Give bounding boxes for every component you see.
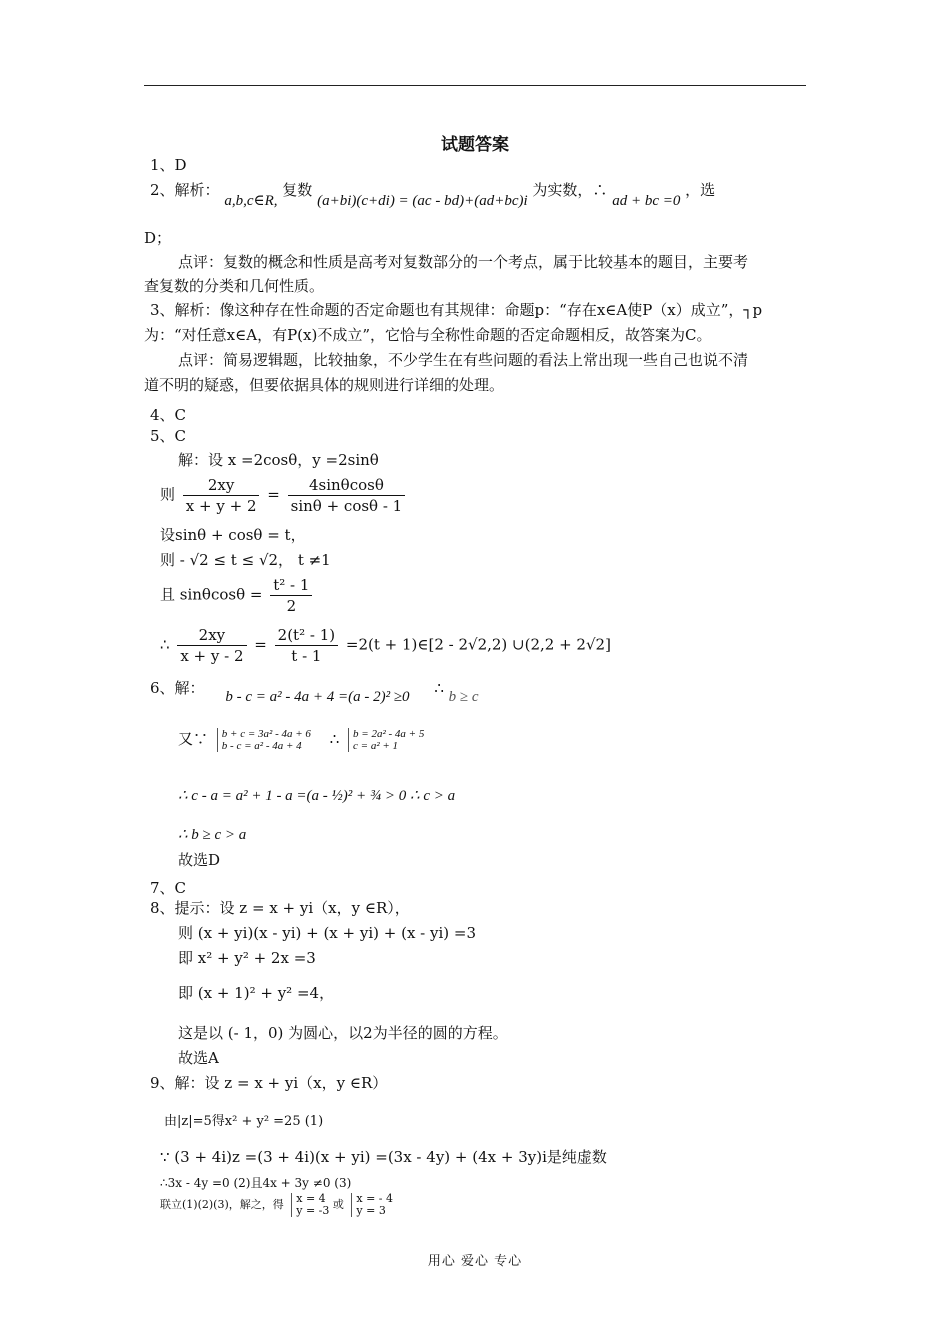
answer-2-label: 2、解析： [150,181,220,199]
equation: y = 3 [356,1204,386,1217]
page-title: 试题答案 [441,135,509,155]
answer-3-cont: 为：“对任意x∈A，有P(x)不成立”，它恰与全称性命题的否定命题相反，故答案为C。 [144,326,712,344]
answer-9-modulus: 由|z|=5得x² + y² =25 (1) [164,1114,324,1129]
answer-8: 8、提示：设 z = x + yi（x，y ∈R）， [150,899,410,917]
or-label: 或 [332,1198,344,1211]
solution-system [291,1193,329,1217]
equation: c = a² + 1 [353,740,399,752]
therefore-symbol: ∴ [434,679,444,697]
page-footer: 用心 爱心 专心 [427,1254,523,1269]
equation: b + c = 3a² - 4a + 6 [221,728,311,740]
equals: = [267,485,280,504]
answer-8-choice: 故选A [178,1049,219,1067]
answer-2-word: 复数 [282,181,313,199]
answer-9-solution [160,1193,393,1217]
fraction [275,625,338,666]
therefore-symbol: ∴ [329,730,340,748]
answer-5-sub: 设sinθ + cosθ = t， [160,526,306,544]
fraction [270,575,312,616]
then-label: 则 [160,485,176,504]
answer-4: 4、C [150,406,187,424]
answer-6-diff: b - c = a² - 4a + 4 =(a - 2)² ≥0 [225,689,410,705]
denominator: x + y - 2 [180,647,244,665]
solution-system [351,1193,393,1217]
equation: y = -3 [296,1204,330,1217]
answer-2-real: 为实数，∴ [532,181,608,199]
product-label: 且 sinθcosθ = [160,585,263,604]
answer-2-choose: ，选 [685,181,716,199]
equation: x = - 4 [356,1192,394,1205]
denominator: x + y + 2 [185,497,257,515]
answer-2-cond: a,b,c∈R, [224,193,278,209]
fraction [183,475,260,516]
header-rule [144,85,806,86]
answer-8-description: 这是以 (- 1，0) 为圆心，以2为半径的圆的方程。 [178,1024,508,1042]
numerator: 4sinθcosθ [288,475,406,496]
numerator: 2(t² - 1) [275,625,338,646]
denominator: 2 [286,597,297,615]
answer-2-result: ad + bc =0 [612,193,681,209]
answer-3: 3、解析：像这种存在性命题的否定命题也有其规律：命题p：“存在x∈A使P（x）成立”，┐p [150,301,763,319]
answer-8-equation: 即 x² + y² + 2x =3 [178,949,316,967]
answer-7: 7、C [150,879,187,897]
equals: = [254,635,267,654]
fraction [177,625,246,666]
equation-system [348,728,424,752]
answer-5-result [160,625,611,666]
answer-9-conditions: ∴3x - 4y =0 (2)且4x + 3y ≠0 (3) [160,1176,352,1190]
answer-1: 1、D [150,156,187,174]
answer-6-system [178,728,424,752]
answer-5-ratio [160,475,408,516]
equation: b - c = a² - 4a + 4 [221,740,302,752]
answer-5-product [160,575,315,616]
denominator: t - 1 [291,647,322,665]
numerator: t² - 1 [270,575,312,596]
equation: b = 2a² - 4a + 5 [353,728,425,740]
answer-3-comment: 点评：简易逻辑题，比较抽象，不少学生在有些问题的看法上常出现一些自己也说不清 [178,351,749,369]
also-label: 又∵ [178,730,209,748]
answer-6 [150,678,479,705]
answer-3-comment-cont: 道不明的疑惑，但要依据具体的规则进行详细的处理。 [144,376,505,394]
answer-2-comment: 点评：复数的概念和性质是高考对复数部分的一个考点，属于比较基本的题目，主要考 [178,253,749,271]
answer-2-comment-cont: 查复数的分类和几何性质。 [144,277,325,295]
answer-2-expr: (a+bi)(c+di) = (ac - bd)+(ad+bc)i [317,193,528,209]
answer-8-product: 则 (x + yi)(x - yi) + (x + yi) + (x - yi) =3 [178,924,477,942]
equation: x = 4 [296,1192,326,1205]
answer-2 [150,180,716,209]
answer-5-let: 解：设 x =2cosθ，y =2sinθ [178,451,379,469]
answer-2-choice: D； [144,229,172,247]
answer-6-label: 6、解： [150,679,205,697]
answer-6-c-greater-a: ∴ c - a = a² + 1 - a =(a - ½)² + ¾ > 0 ∴ c > a [178,788,456,804]
fraction [288,475,406,516]
answer-8-circle: 即 (x + 1)² + y² =4， [178,984,335,1002]
numerator: 2xy [177,625,246,646]
solve-label: 联立(1)(2)(3)，解之，得 [160,1198,284,1211]
numerator: 2xy [183,475,260,496]
equation-system [217,728,311,752]
denominator: sinθ + cosθ - 1 [290,497,403,515]
answer-5-range: 则 - √2 ≤ t ≤ √2， t ≠1 [160,551,331,569]
answer-5: 5、C [150,427,187,445]
answer-6-order: ∴ b ≥ c > a [178,827,247,843]
answer-9: 9、解：设 z = x + yi（x，y ∈R） [150,1074,388,1092]
answer-6-conclusion: b ≥ c [448,689,479,705]
answer-6-choice: 故选D [178,851,221,869]
therefore-symbol: ∴ [160,635,170,654]
answer-9-pure-imaginary: ∵ (3 + 4i)z =(3 + 4i)(x + yi) =(3x - 4y) + (4x + 3y)i是纯虚数 [160,1148,607,1166]
interval: =2(t + 1)∈[2 - 2√2,2) ∪(2,2 + 2√2] [345,635,611,654]
